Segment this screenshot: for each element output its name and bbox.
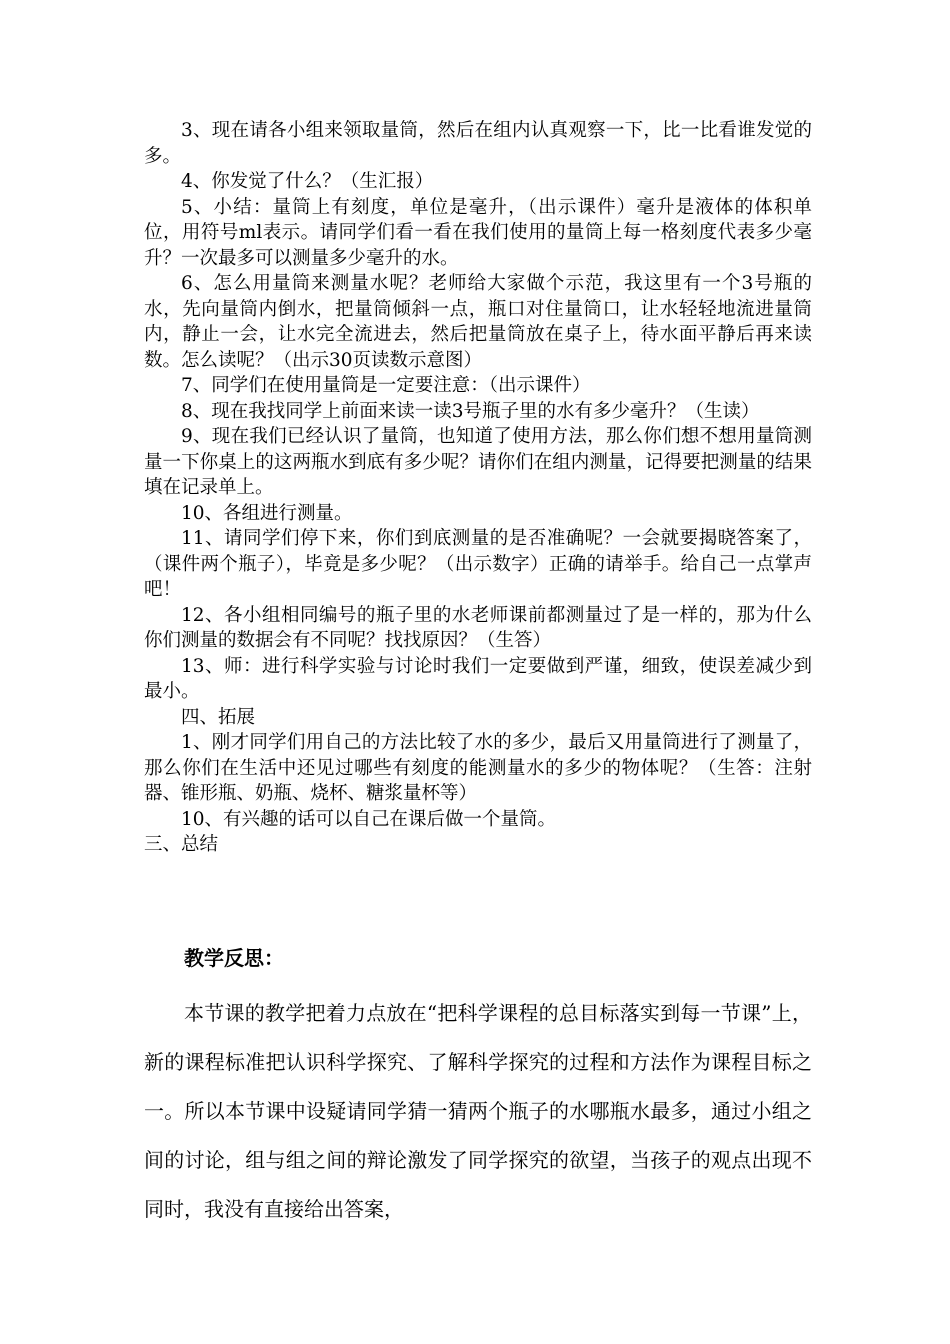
step-8: 8、现在我找同学上前面来读一读3号瓶子里的水有多少毫升？（生读） <box>181 400 760 422</box>
step-13: 13、师：进行科学实验与讨论时我们一定要做到严谨，细致，使误差减少到最小。 <box>144 655 812 702</box>
reflection-heading: 教学反思： <box>184 946 284 970</box>
step-5: 5、小结：量筒上有刻度，单位是毫升，（出示课件）毫升是液体的体积单位，用符号ml表示。请同学们看一看在我们使用的量筒上每一格刻度代表多少毫升？一次最多可以测量多少毫升的水。 <box>144 196 812 269</box>
teaching-reflection <box>144 934 812 1234</box>
extension-step-1: 1、刚才同学们用自己的方法比较了水的多少，最后又用量筒进行了测量了，那么你们在生活中还见过哪些有刻度的能测量水的多少的物体呢？（生答：注射器、锥形瓶、奶瓶、烧杯、糖浆量杯等） <box>144 732 812 804</box>
lesson-steps <box>144 118 812 858</box>
step-6: 6、怎么用量筒来测量水呢？老师给大家做个示范，我这里有一个3号瓶的水，先向量筒内倒水，把量筒倾斜一点，瓶口对住量筒口，让水轻轻地流进量筒内，静止一会，让水完全流进去，然后把量筒放在桌子上，待水面平静后再来读数。怎么读呢？（出示30页读数示意图） <box>144 273 812 371</box>
step-3: 3、现在请各小组来领取量筒，然后在组内认真观察一下，比一比看谁发觉的多。 <box>144 120 812 167</box>
step-12: 12、各小组相同编号的瓶子里的水老师课前都测量过了是一样的，那为什么你们测量的数据会有不同呢？找找原因？（生答） <box>144 604 812 651</box>
extension-step-10: 10、有兴趣的话可以自己在课后做一个量筒。 <box>181 808 557 830</box>
step-10: 10、各组进行测量。 <box>181 502 353 524</box>
section-heading-summary: 三、总结 <box>144 834 219 855</box>
step-4: 4、你发觉了什么？（生汇报） <box>181 171 434 192</box>
section-heading-extension: 四、拓展 <box>181 706 256 728</box>
step-9: 9、现在我们已经认识了量筒，也知道了使用方法，那么你们想不想用量筒测量一下你桌上的这两瓶水到底有多少呢？请你们在组内测量，记得要把测量的结果填在记录单上。 <box>144 426 812 498</box>
step-11: 11、请同学们停下来，你们到底测量的是否准确呢？一会就要揭晓答案了，（课件两个瓶子），毕竟是多少呢？（出示数字）正确的请举手。给自己一点掌声吧！ <box>144 528 812 600</box>
step-7: 7、同学们在使用量筒是一定要注意：（出示课件） <box>181 375 591 396</box>
reflection-body: 本节课的教学把着力点放在“把科学课程的总目标落实到每一节课”上，新的课程标准把认识科学探究、了解科学探究的过程和方法作为课程目标之一。所以本节课中设疑请同学猜一猜两个瓶子的水哪瓶水最多，通过小组之间的讨论，组与组之间的辩论激发了同学探究的欲望，当孩子的观点出现不同时，我没有直接给出答案， <box>144 1001 812 1221</box>
